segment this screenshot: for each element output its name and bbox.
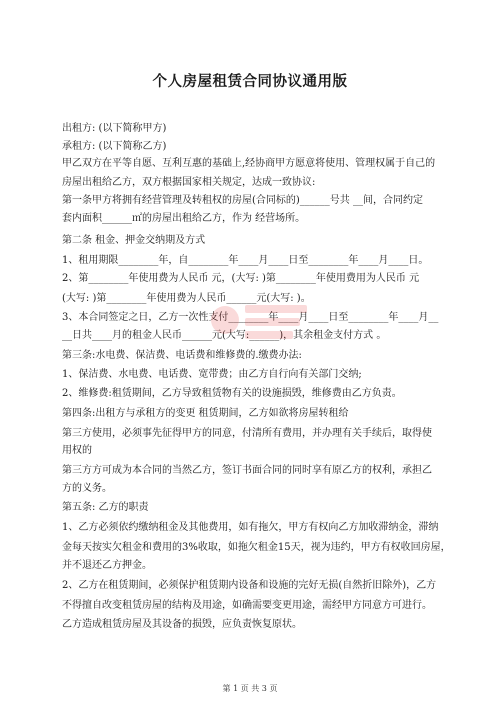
body-line: 第一条甲方将拥有经营管理及转租权的房屋(合同标的)______号共 __间，合同约定	[62, 195, 423, 206]
body-line: 承租方: (以下简称乙方)	[62, 141, 167, 152]
body-line: 套内面积______㎡的房屋出租给乙方，作为 经营场所。	[62, 213, 306, 224]
page-footer: 第 1 页 共 3 页	[222, 684, 278, 693]
body-line: 2、第________年使用费为人民币 元，(大写: )第________年使用费用为人民币 元	[62, 273, 420, 284]
body-line: 方的义务。	[62, 483, 112, 494]
body-line: 1、保洁费、水电费、电话费、宽带费；由乙方自行向有关部门交纳;	[62, 369, 362, 380]
body-line: 第二条 租金、押金交纳期及方式	[62, 235, 206, 246]
body-line: 房屋出租给乙方，双方根据国家相关规定，达成一致协议:	[62, 177, 316, 188]
body-line: 第三条:水电费、保洁费、电话费和维修费的.缴费办法:	[62, 350, 302, 361]
body-line: 甲乙双方在平等自愿、互利互惠的基础上,经协商甲方愿意将使用、管理权属于自己的	[62, 158, 436, 169]
body-line: 并不退还乙方押金。	[62, 560, 152, 571]
body-line: 3、本合同签定之日，乙方一次性支付________年____月____日至________年____月__	[62, 312, 439, 323]
body-line: 第四条:出租方与承租方的变更 租赁期间，乙方如欲将房屋转租给	[62, 408, 349, 419]
body-line: (大写: )第________年使用费为人民币______元(大写: )。	[62, 293, 311, 304]
body-line: 第五条: 乙方的职责	[62, 502, 149, 513]
body-line: 1、租用期限________年，自________年____月____日至________年____月____日。	[62, 255, 429, 266]
document-title: 个人房屋租赁合同协议通用版	[152, 73, 348, 90]
body-line: 第三方使用，必须事先征得甲方的同意，付清所有费用，并办理有关手续后，取得使	[62, 428, 432, 439]
body-line: __日共____月的租金人民币______元(大写:______)，其余租金支付方式 。	[62, 330, 387, 341]
body-line: 出租方: (以下简称甲方)	[62, 123, 167, 134]
body-line: 1、乙方必须依约缴纳租金及其他费用，如有拖欠，甲方有权向乙方加收滞纳金，滞纳	[62, 522, 439, 533]
body-line: 2、维修费:租赁期间，乙方导致租赁物有关的设施损毁，维修费由乙方负责。	[62, 388, 402, 399]
body-line: 用权的	[62, 445, 92, 456]
body-line: 第三方方可成为本合同的当然乙方，签订书面合同的同时享有原乙方的权利，承担乙	[62, 465, 432, 476]
body-line: 2、乙方在租赁期间，必须保护租赁期内设备和设施的完好无损(自然折旧除外)，乙方	[62, 580, 437, 591]
body-line: 金每天按实欠租金和费用的3%收取，如拖欠租金15天，视为违约，甲方有权收回房屋，	[62, 542, 451, 553]
body-line: 不得擅自改变租赁房屋的结构及用途，如确需要变更用途，需经甲方同意方可进行。	[62, 600, 432, 611]
body-line: 乙方造成租赁房屋及其设备的损毁，应负责恢复原状。	[62, 619, 302, 630]
